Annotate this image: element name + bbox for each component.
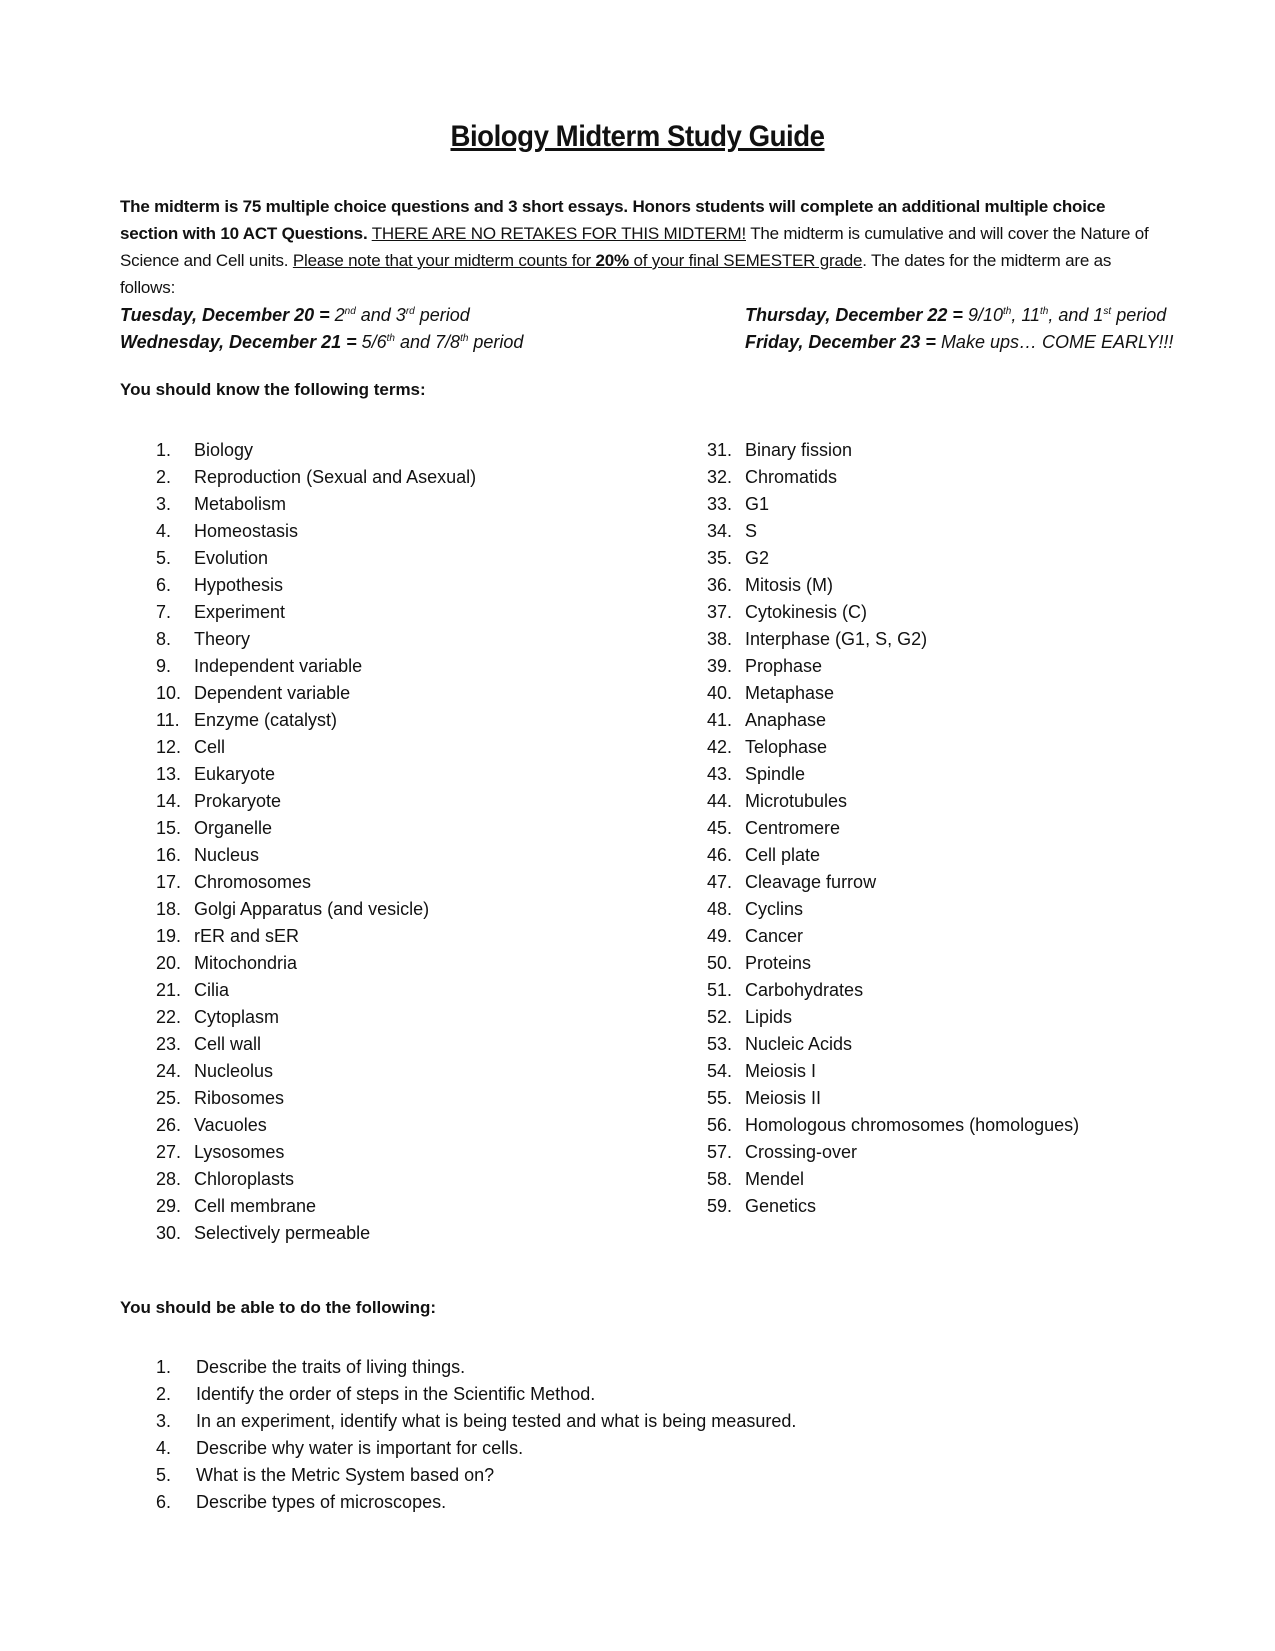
list-item (156, 572, 476, 599)
list-item (156, 1004, 476, 1031)
list-item-number: 24. (156, 1061, 182, 1081)
list-item-number: 45. (707, 818, 733, 838)
list-item-number: 12. (156, 737, 182, 757)
list-item-number: 1. (156, 1357, 172, 1377)
list-item (156, 1058, 476, 1085)
list-item (156, 1408, 796, 1435)
list-item-text: Cytokinesis (C) (745, 602, 868, 622)
list-item-text: Prokaryote (194, 791, 282, 811)
list-item-number: 20. (156, 953, 182, 973)
list-item-text: Chloroplasts (194, 1169, 295, 1189)
list-item-text: Ribosomes (194, 1088, 285, 1108)
list-item-text: Cyclins (745, 899, 804, 919)
list-item-text: Describe the traits of living things. (196, 1357, 466, 1377)
list-item-text: Mitosis (M) (745, 575, 833, 595)
list-item-number: 16. (156, 845, 182, 865)
list-item-number: 1. (156, 440, 172, 460)
list-item (156, 707, 476, 734)
list-item (707, 707, 1079, 734)
list-item-text: Mitochondria (194, 953, 298, 973)
list-item (707, 1058, 1079, 1085)
list-item-text: Meiosis II (745, 1088, 822, 1108)
list-item-number: 15. (156, 818, 182, 838)
grade-percent: 20% (595, 251, 629, 270)
list-item-number: 36. (707, 575, 733, 595)
list-item (156, 1031, 476, 1058)
list-item-text: Identify the order of steps in the Scientific Method. (196, 1384, 596, 1404)
no-retakes-notice: THERE ARE NO RETAKES FOR THIS MIDTERM! (371, 224, 746, 243)
list-item-number: 26. (156, 1115, 182, 1135)
list-item (707, 734, 1079, 761)
list-item (707, 1166, 1079, 1193)
list-item-text: Enzyme (catalyst) (194, 710, 338, 730)
list-item (707, 1085, 1079, 1112)
list-item (707, 491, 1079, 518)
list-item-text: Hypothesis (194, 575, 284, 595)
list-item-text: Binary fission (745, 440, 853, 460)
list-item-text: G2 (745, 548, 770, 568)
list-item-number: 59. (707, 1196, 733, 1216)
grade-weight-notice: Please note that your midterm counts for 20% of your final SEMESTER grade (292, 251, 863, 270)
intro-cumulative-text: The midterm is cumulative and will cover the Nature of Science and Cell units. (120, 224, 1149, 270)
list-item-text: Anaphase (745, 710, 827, 730)
list-item-text: Homeostasis (194, 521, 299, 541)
list-item-number: 56. (707, 1115, 733, 1135)
list-item (156, 518, 476, 545)
list-item (156, 599, 476, 626)
list-item-number: 52. (707, 1007, 733, 1027)
list-item-number: 40. (707, 683, 733, 703)
list-item-text: Lipids (745, 1007, 793, 1027)
list-item (707, 977, 1079, 1004)
list-item-number: 14. (156, 791, 182, 811)
intro-paragraph (120, 193, 1160, 301)
intro-dates-lead: . The dates for the midterm are as follows: (120, 251, 1112, 297)
list-item (707, 545, 1079, 572)
list-item (707, 815, 1079, 842)
list-item (156, 1112, 476, 1139)
list-item-number: 29. (156, 1196, 182, 1216)
list-item-text: Mendel (745, 1169, 805, 1189)
list-item-number: 57. (707, 1142, 733, 1162)
list-item (156, 1354, 796, 1381)
list-item (156, 1489, 796, 1516)
date-friday: Friday, December 23 = Make ups… COME EARLY!!! (745, 332, 1174, 352)
terms-list-column-1 (156, 437, 476, 1247)
list-item-number: 50. (707, 953, 733, 973)
list-item-number: 9. (156, 656, 172, 676)
list-item-text: What is the Metric System based on? (196, 1465, 495, 1485)
list-item-number: 42. (707, 737, 733, 757)
list-item-number: 28. (156, 1169, 182, 1189)
list-item-number: 37. (707, 602, 733, 622)
list-item (156, 869, 476, 896)
list-item-text: Vacuoles (194, 1115, 267, 1135)
list-item-text: Telophase (745, 737, 828, 757)
list-item-number: 22. (156, 1007, 182, 1027)
list-item-text: Cancer (745, 926, 804, 946)
list-item (156, 977, 476, 1004)
list-item-number: 44. (707, 791, 733, 811)
list-item-text: Metaphase (745, 683, 835, 703)
list-item (707, 1112, 1079, 1139)
list-item (707, 950, 1079, 977)
list-item-text: Spindle (745, 764, 806, 784)
list-item-number: 48. (707, 899, 733, 919)
list-item-text: Cleavage furrow (745, 872, 877, 892)
list-item-text: Nucleus (194, 845, 260, 865)
list-item-text: Dependent variable (194, 683, 351, 703)
list-item (156, 626, 476, 653)
list-item-number: 11. (156, 710, 180, 730)
list-item-number: 55. (707, 1088, 733, 1108)
list-item (707, 788, 1079, 815)
list-item-number: 35. (707, 548, 733, 568)
abilities-heading: You should be able to do the following: (120, 1298, 437, 1317)
list-item (707, 437, 1079, 464)
list-item-number: 5. (156, 1465, 172, 1485)
list-item (156, 1462, 796, 1489)
list-item (156, 1381, 796, 1408)
dates-left-column (120, 302, 523, 356)
list-item-number: 31. (707, 440, 733, 460)
list-item (707, 518, 1079, 545)
list-item-number: 17. (156, 872, 182, 892)
list-item-number: 53. (707, 1034, 733, 1054)
list-item (156, 950, 476, 977)
list-item-number: 41. (707, 710, 733, 730)
list-item-text: Lysosomes (194, 1142, 285, 1162)
list-item (156, 491, 476, 518)
list-item (156, 761, 476, 788)
dates-right-column (745, 302, 1173, 356)
list-item (156, 815, 476, 842)
list-item (707, 842, 1079, 869)
list-item-text: Nucleolus (194, 1061, 274, 1081)
list-item-text: In an experiment, identify what is being tested and what is being measured. (196, 1411, 797, 1431)
list-item (156, 1085, 476, 1112)
list-item-text: Homologous chromosomes (homologues) (745, 1115, 1080, 1135)
list-item-number: 21. (156, 980, 182, 1000)
intro-bold-text: The midterm is 75 multiple choice questions and 3 short essays. Honors students will complete an additional multiple choice section with 10 ACT Questions. (120, 197, 1106, 243)
list-item-number: 25. (156, 1088, 182, 1108)
list-item-number: 54. (707, 1061, 733, 1081)
list-item-number: 3. (156, 494, 172, 514)
date-thursday: Thursday, December 22 = 9/10th, 11th, and 1st period (745, 305, 1167, 325)
list-item (156, 464, 476, 491)
list-item-number: 19. (156, 926, 182, 946)
list-item-text: Describe types of microscopes. (196, 1492, 447, 1512)
list-item-number: 2. (156, 1384, 172, 1404)
list-item-number: 33. (707, 494, 733, 514)
list-item-text: Genetics (745, 1196, 817, 1216)
list-item-text: Golgi Apparatus (and vesicle) (194, 899, 430, 919)
date-wednesday: Wednesday, December 21 = 5/6th and 7/8th period (120, 332, 524, 352)
list-item-text: Proteins (745, 953, 812, 973)
page-title: Biology Midterm Study Guide (450, 120, 825, 153)
list-item-number: 58. (707, 1169, 733, 1189)
list-item-number: 30. (156, 1223, 182, 1243)
list-item (156, 1166, 476, 1193)
list-item (156, 545, 476, 572)
list-item-number: 4. (156, 1438, 172, 1458)
list-item-number: 6. (156, 575, 172, 595)
list-item-text: Cilia (194, 980, 230, 1000)
list-item (707, 680, 1079, 707)
list-item (156, 653, 476, 680)
list-item-text: Evolution (194, 548, 269, 568)
list-item-text: Theory (194, 629, 251, 649)
list-item (156, 734, 476, 761)
list-item (156, 896, 476, 923)
list-item-text: Microtubules (745, 791, 848, 811)
list-item-text: Meiosis I (745, 1061, 817, 1081)
list-item-number: 8. (156, 629, 172, 649)
list-item-number: 51. (707, 980, 733, 1000)
list-item-number: 18. (156, 899, 182, 919)
list-item-number: 47. (707, 872, 733, 892)
list-item (156, 1193, 476, 1220)
list-item-number: 6. (156, 1492, 172, 1512)
list-item-number: 34. (707, 521, 733, 541)
list-item (707, 1004, 1079, 1031)
list-item-text: Centromere (745, 818, 841, 838)
list-item-text: Chromatids (745, 467, 838, 487)
abilities-list (156, 1354, 796, 1516)
list-item (707, 923, 1079, 950)
list-item-number: 23. (156, 1034, 182, 1054)
list-item (707, 761, 1079, 788)
list-item (707, 1139, 1079, 1166)
list-item-text: Eukaryote (194, 764, 276, 784)
list-item-number: 4. (156, 521, 172, 541)
list-item-number: 10. (156, 683, 182, 703)
list-item-text: Prophase (745, 656, 823, 676)
list-item-text: Chromosomes (194, 872, 312, 892)
date-tuesday: Tuesday, December 20 = 2nd and 3rd period (120, 305, 470, 325)
list-item-text: Describe why water is important for cells. (196, 1438, 524, 1458)
list-item-text: Cytoplasm (194, 1007, 280, 1027)
list-item (156, 1435, 796, 1462)
list-item-number: 13. (156, 764, 182, 784)
list-item (707, 599, 1079, 626)
list-item-number: 5. (156, 548, 172, 568)
list-item (156, 1220, 476, 1247)
list-item-text: Biology (194, 440, 254, 460)
list-item (156, 923, 476, 950)
list-item-text: Cell plate (745, 845, 821, 865)
terms-heading: You should know the following terms: (120, 380, 426, 399)
list-item-number: 39. (707, 656, 733, 676)
list-item-text: Independent variable (194, 656, 363, 676)
list-item (156, 1139, 476, 1166)
list-item-text: Organelle (194, 818, 273, 838)
list-item-number: 7. (156, 602, 172, 622)
list-item-number: 2. (156, 467, 172, 487)
list-item (707, 896, 1079, 923)
list-item-number: 38. (707, 629, 733, 649)
list-item-text: S (745, 521, 758, 541)
terms-list-column-2 (707, 437, 1079, 1220)
list-item-text: Crossing-over (745, 1142, 858, 1162)
list-item (707, 1193, 1079, 1220)
list-item (156, 437, 476, 464)
list-item (707, 464, 1079, 491)
list-item-number: 46. (707, 845, 733, 865)
list-item-text: Experiment (194, 602, 286, 622)
list-item-text: Cell (194, 737, 226, 757)
list-item-text: Selectively permeable (194, 1223, 371, 1243)
list-item (156, 680, 476, 707)
list-item-text: Interphase (G1, S, G2) (745, 629, 928, 649)
list-item-number: 32. (707, 467, 733, 487)
list-item-text: G1 (745, 494, 770, 514)
list-item-text: Reproduction (Sexual and Asexual) (194, 467, 477, 487)
list-item-text: Nucleic Acids (745, 1034, 853, 1054)
list-item (707, 626, 1079, 653)
list-item-text: Carbohydrates (745, 980, 864, 1000)
list-item (707, 653, 1079, 680)
list-item (707, 1031, 1079, 1058)
list-item-number: 27. (156, 1142, 182, 1162)
list-item-number: 49. (707, 926, 733, 946)
list-item-text: Metabolism (194, 494, 287, 514)
list-item-text: Cell membrane (194, 1196, 317, 1216)
list-item (156, 788, 476, 815)
list-item-number: 43. (707, 764, 733, 784)
list-item (156, 842, 476, 869)
list-item-number: 3. (156, 1411, 172, 1431)
list-item-text: rER and sER (194, 926, 300, 946)
list-item (707, 869, 1079, 896)
list-item-text: Cell wall (194, 1034, 262, 1054)
list-item (707, 572, 1079, 599)
